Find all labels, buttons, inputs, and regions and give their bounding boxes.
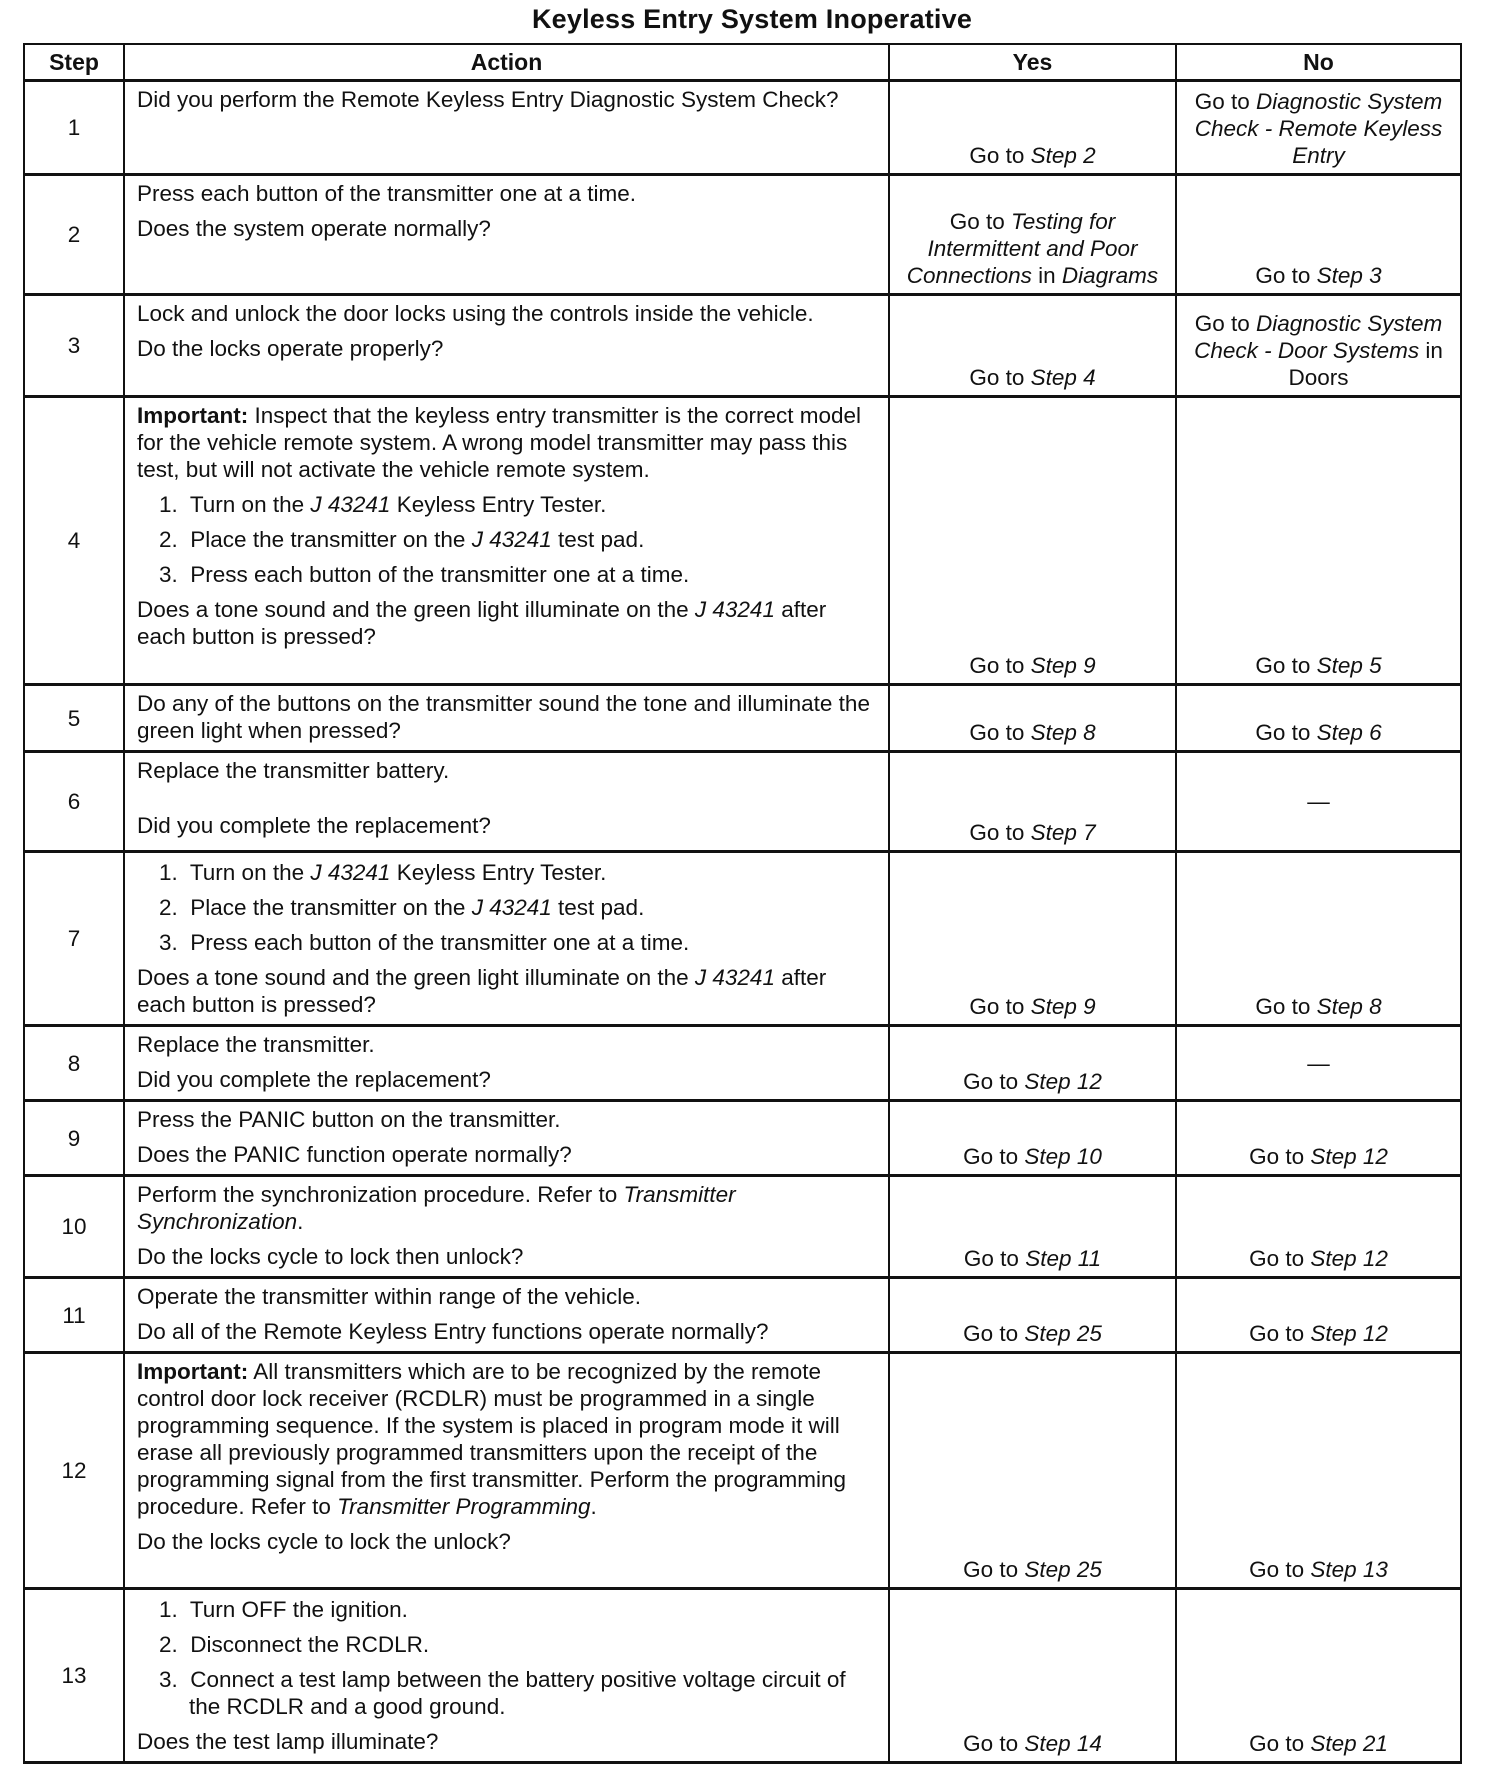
action-text: Press the PANIC button on the transmitter. bbox=[137, 1107, 561, 1132]
no-cell: Go to Diagnostic System Check - Remote Keyless Entry bbox=[1176, 81, 1461, 175]
table-row bbox=[24, 1278, 1461, 1353]
action-cell bbox=[124, 1353, 889, 1589]
yes-cell: Go to Step 25 bbox=[889, 1353, 1176, 1589]
step-link[interactable]: Step 8 bbox=[1030, 720, 1096, 745]
action-question: Did you complete the replacement? bbox=[137, 813, 491, 838]
action-text: Press each button of the transmitter one at a time. bbox=[137, 181, 637, 206]
action-text: Replace the transmitter battery. bbox=[137, 758, 450, 783]
no-cell: — bbox=[1176, 1026, 1461, 1101]
action-question: Does the system operate normally? bbox=[137, 216, 491, 241]
step-link[interactable]: Step 12 bbox=[1310, 1321, 1388, 1346]
action-cell bbox=[124, 1101, 889, 1176]
table-row bbox=[24, 752, 1461, 852]
step-link[interactable]: Step 3 bbox=[1316, 263, 1382, 288]
action-cell bbox=[124, 295, 889, 397]
step-link[interactable]: Step 10 bbox=[1024, 1144, 1102, 1169]
yes-cell: Go to Step 4 bbox=[889, 295, 1176, 397]
step-link[interactable]: Step 25 bbox=[1024, 1557, 1102, 1582]
diagnostic-table bbox=[23, 43, 1462, 1764]
important-note: Important: All transmitters which are to be recognized by the remote control door lock receiver (RCDLR) must be programmed in a single programming sequence. If the system is placed in program mode it will erase all previously programmed transmitters upon the receipt of the programming signal from the first transmitter. Perform the programming procedure. Refer to Transmitter Programming. bbox=[137, 1359, 846, 1519]
step-number: 3 bbox=[24, 295, 124, 397]
list-item: 2. Place the transmitter on the J 43241 test pad. bbox=[159, 527, 645, 552]
no-cell: Go to Step 8 bbox=[1176, 852, 1461, 1026]
action-question: Do all of the Remote Keyless Entry functions operate normally? bbox=[137, 1319, 769, 1344]
table-row bbox=[24, 1026, 1461, 1101]
action-cell bbox=[124, 685, 889, 752]
table-row bbox=[24, 1589, 1461, 1763]
action-cell bbox=[124, 1176, 889, 1278]
yes-cell: Go to Step 8 bbox=[889, 685, 1176, 752]
step-link[interactable]: Step 13 bbox=[1310, 1557, 1388, 1582]
procedure-link[interactable]: Testing for Intermittent and Poor Connections bbox=[906, 209, 1138, 288]
step-link[interactable]: Step 8 bbox=[1316, 994, 1382, 1019]
list-item: 2. Place the transmitter on the J 43241 test pad. bbox=[159, 895, 645, 920]
no-cell: Go to Diagnostic System Check - Door Systems in Doors bbox=[1176, 295, 1461, 397]
list-item: 1. Turn OFF the ignition. bbox=[159, 1597, 408, 1622]
step-link[interactable]: Step 21 bbox=[1310, 1731, 1388, 1756]
action-question: Do the locks cycle to lock then unlock? bbox=[137, 1244, 524, 1269]
step-number: 1 bbox=[24, 81, 124, 175]
action-cell bbox=[124, 1589, 889, 1763]
column-header-action: Action bbox=[124, 44, 889, 81]
tool-name: J 43241 bbox=[471, 527, 552, 552]
yes-cell: Go to Testing for Intermittent and Poor Connections in Diagrams bbox=[889, 175, 1176, 295]
important-label: Important: bbox=[137, 1359, 249, 1384]
step-number: 8 bbox=[24, 1026, 124, 1101]
action-text: Operate the transmitter within range of the vehicle. bbox=[137, 1284, 642, 1309]
yes-cell: Go to Step 7 bbox=[889, 752, 1176, 852]
list-item: 2. Disconnect the RCDLR. bbox=[159, 1632, 430, 1657]
table-row bbox=[24, 397, 1461, 685]
step-number: 7 bbox=[24, 852, 124, 1026]
yes-cell: Go to Step 25 bbox=[889, 1278, 1176, 1353]
action-question: Do the locks operate properly? bbox=[137, 336, 444, 361]
table-header-row bbox=[24, 44, 1461, 81]
step-link[interactable]: Step 12 bbox=[1024, 1069, 1102, 1094]
yes-cell: Go to Step 9 bbox=[889, 397, 1176, 685]
table-row bbox=[24, 1101, 1461, 1176]
column-header-step: Step bbox=[24, 44, 124, 81]
step-link[interactable]: Step 2 bbox=[1030, 143, 1096, 168]
tool-name: J 43241 bbox=[310, 860, 391, 885]
step-link[interactable]: Step 12 bbox=[1310, 1144, 1388, 1169]
no-cell: Go to Step 12 bbox=[1176, 1101, 1461, 1176]
action-cell bbox=[124, 752, 889, 852]
step-number: 6 bbox=[24, 752, 124, 852]
action-question: Did you complete the replacement? bbox=[137, 1067, 491, 1092]
action-question: Does the PANIC function operate normally? bbox=[137, 1142, 572, 1167]
action-cell bbox=[124, 1278, 889, 1353]
action-text: Lock and unlock the door locks using the controls inside the vehicle. bbox=[137, 301, 814, 326]
table-row bbox=[24, 685, 1461, 752]
action-text: Replace the transmitter. bbox=[137, 1032, 375, 1057]
step-number: 11 bbox=[24, 1278, 124, 1353]
list-item: 3. Connect a test lamp between the battery positive voltage circuit of the RCDLR and a good ground. bbox=[159, 1667, 846, 1719]
procedure-link[interactable]: Transmitter Programming bbox=[337, 1494, 591, 1519]
yes-cell: Go to Step 14 bbox=[889, 1589, 1176, 1763]
action-question: Do the locks cycle to lock the unlock? bbox=[137, 1529, 511, 1554]
no-cell: Go to Step 6 bbox=[1176, 685, 1461, 752]
step-number: 2 bbox=[24, 175, 124, 295]
action-question: Does a tone sound and the green light illuminate on the J 43241 after each button is pressed? bbox=[137, 965, 827, 1017]
tool-name: J 43241 bbox=[310, 492, 391, 517]
list-item: 1. Turn on the J 43241 Keyless Entry Tester. bbox=[159, 492, 607, 517]
no-cell: Go to Step 12 bbox=[1176, 1278, 1461, 1353]
action-text: Did you perform the Remote Keyless Entry Diagnostic System Check? bbox=[137, 87, 839, 112]
action-question: Do any of the buttons on the transmitter sound the tone and illuminate the green light when pressed? bbox=[137, 691, 870, 743]
step-number: 10 bbox=[24, 1176, 124, 1278]
tool-name: J 43241 bbox=[694, 965, 775, 990]
step-link[interactable]: Step 6 bbox=[1316, 720, 1382, 745]
no-cell: Go to Step 12 bbox=[1176, 1176, 1461, 1278]
section-link[interactable]: Diagrams bbox=[1061, 263, 1159, 288]
yes-cell: Go to Step 12 bbox=[889, 1026, 1176, 1101]
step-number: 12 bbox=[24, 1353, 124, 1589]
action-question: Does the test lamp illuminate? bbox=[137, 1729, 439, 1754]
column-header-yes: Yes bbox=[889, 44, 1176, 81]
list-item: 1. Turn on the J 43241 Keyless Entry Tester. bbox=[159, 860, 607, 885]
step-link[interactable]: Step 4 bbox=[1030, 365, 1096, 390]
step-link[interactable]: Step 7 bbox=[1030, 820, 1096, 845]
step-link[interactable]: Step 9 bbox=[1030, 994, 1096, 1019]
action-cell bbox=[124, 852, 889, 1026]
table-row bbox=[24, 175, 1461, 295]
table-row bbox=[24, 1353, 1461, 1589]
yes-cell: Go to Step 11 bbox=[889, 1176, 1176, 1278]
page-title: Keyless Entry System Inoperative bbox=[531, 4, 973, 34]
action-cell bbox=[124, 397, 889, 685]
table-row bbox=[24, 81, 1461, 175]
procedure-link[interactable]: Diagnostic System Check - Remote Keyless Entry bbox=[1194, 89, 1443, 168]
step-link[interactable]: Step 25 bbox=[1024, 1321, 1102, 1346]
procedure-link[interactable]: Transmitter Synchronization bbox=[137, 1182, 736, 1234]
yes-cell: Go to Step 2 bbox=[889, 81, 1176, 175]
table-row bbox=[24, 1176, 1461, 1278]
column-header-no: No bbox=[1176, 44, 1461, 81]
no-cell: Go to Step 5 bbox=[1176, 397, 1461, 685]
step-number: 9 bbox=[24, 1101, 124, 1176]
action-question: Does a tone sound and the green light illuminate on the J 43241 after each button is pressed? bbox=[137, 597, 827, 649]
table-row bbox=[24, 852, 1461, 1026]
no-cell: — bbox=[1176, 752, 1461, 852]
no-cell: Go to Step 13 bbox=[1176, 1353, 1461, 1589]
yes-cell: Go to Step 9 bbox=[889, 852, 1176, 1026]
procedure-link[interactable]: Diagnostic System Check - Door Systems bbox=[1194, 311, 1443, 363]
action-cell bbox=[124, 81, 889, 175]
action-cell bbox=[124, 175, 889, 295]
step-link[interactable]: Step 9 bbox=[1030, 653, 1096, 678]
important-note: Important: Inspect that the keyless entry transmitter is the correct model for the vehicle remote system. A wrong model transmitter may pass this test, but will not activate the vehicle remote system. bbox=[137, 403, 862, 482]
action-cell bbox=[124, 1026, 889, 1101]
tool-name: J 43241 bbox=[694, 597, 775, 622]
step-link[interactable]: Step 5 bbox=[1316, 653, 1382, 678]
step-number: 5 bbox=[24, 685, 124, 752]
action-text: Perform the synchronization procedure. Refer to Transmitter Synchronization. bbox=[137, 1182, 736, 1234]
tool-name: J 43241 bbox=[471, 895, 552, 920]
step-number: 4 bbox=[24, 397, 124, 685]
no-cell: Go to Step 3 bbox=[1176, 175, 1461, 295]
yes-cell: Go to Step 10 bbox=[889, 1101, 1176, 1176]
step-link[interactable]: Step 11 bbox=[1025, 1246, 1102, 1271]
important-label: Important: bbox=[137, 403, 249, 428]
no-cell: Go to Step 21 bbox=[1176, 1589, 1461, 1763]
table-row bbox=[24, 295, 1461, 397]
list-item: 3. Press each button of the transmitter one at a time. bbox=[159, 930, 690, 955]
step-number: 13 bbox=[24, 1589, 124, 1763]
list-item: 3. Press each button of the transmitter one at a time. bbox=[159, 562, 690, 587]
step-link[interactable]: Step 14 bbox=[1024, 1731, 1102, 1756]
step-link[interactable]: Step 12 bbox=[1310, 1246, 1388, 1271]
